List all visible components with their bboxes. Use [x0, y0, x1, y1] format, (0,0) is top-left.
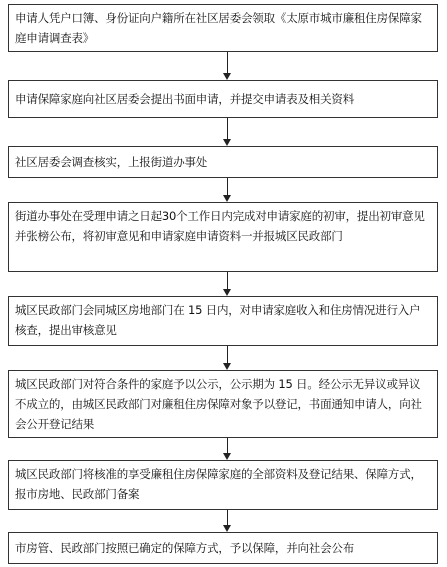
arrow-5-to-6 [224, 346, 232, 370]
step-5-box [8, 296, 438, 346]
step-3-text: 社区居委会调查核实，上报街道办事处 [15, 155, 208, 169]
step-6-text: 城区民政部门对符合条件的家庭予以公示，公示期为 15 日。经公示无异议或异议不成立的，由城区民政部门对廉租住房保障对象予以登记，书面通知申请人，向社会公开登记结果 [15, 377, 422, 431]
step-5-text: 城区民政部门会同城区房地部门在 15 日内，对申请家庭收入和住房情况进行入户核查，提出审核意见 [15, 303, 421, 337]
step-7-box [8, 460, 438, 510]
step-4-box [8, 202, 438, 272]
step-2-box [8, 80, 438, 118]
arrow-1-to-2 [224, 52, 232, 80]
arrow-2-to-3 [224, 118, 232, 146]
step-6-box [8, 370, 438, 438]
step-7-text: 城区民政部门将核准的享受廉租住房保障家庭的全部资料及登记结果、保障方式，报市房地、民政部门备案 [15, 467, 422, 501]
arrow-3-to-4 [224, 178, 232, 202]
arrow-7-to-8 [224, 510, 232, 532]
step-3-box [8, 146, 438, 178]
step-4-text: 街道办事处在受理申请之日起30个工作日内完成对申请家庭的初审，提出初审意见并张榜公布，将初审意见和申请家庭申请资料一并报城区民政部门 [15, 209, 425, 243]
step-1-box [8, 4, 438, 52]
arrow-4-to-5 [224, 272, 232, 296]
step-8-box [8, 532, 438, 564]
arrow-6-to-7 [224, 438, 232, 460]
step-8-text: 市房管、民政部门按照已确定的保障方式，予以保障，并向社会公布 [15, 541, 354, 555]
step-2-text: 申请保障家庭向社区居委会提出书面申请，并提交申请表及相关资料 [15, 92, 354, 106]
step-1-text: 申请人凭户口簿、身份证向户籍所在社区居委会领取《太原市城市廉租住房保障家庭申请调查表》 [15, 11, 422, 45]
